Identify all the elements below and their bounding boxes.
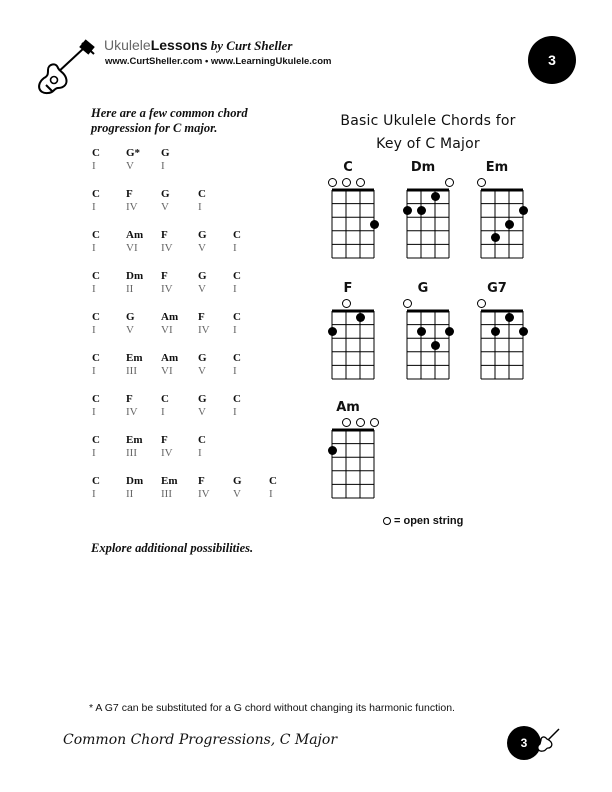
open-string-marker	[342, 299, 351, 308]
progression-chord: G	[198, 393, 207, 405]
progression-chord: Em	[126, 352, 143, 364]
chord-diagram	[393, 281, 453, 391]
progression-numeral: I	[233, 365, 237, 377]
progression-numeral: I	[233, 324, 237, 336]
page-number-badge: 3	[528, 36, 576, 84]
progression-chord: G	[126, 311, 135, 323]
brand-ukulele: Ukulele	[104, 37, 151, 53]
progression-chord: C	[92, 475, 100, 487]
progression-numeral: I	[92, 365, 96, 377]
fretboard-grid	[407, 311, 449, 379]
progression-chord: C	[198, 188, 206, 200]
chord-diagram	[318, 281, 378, 391]
open-string-marker	[477, 178, 486, 187]
progression-chord: Dm	[126, 475, 144, 487]
progression-chord: C	[233, 270, 241, 282]
website-urls: www.CurtSheller.com • www.LearningUkulele.com	[105, 56, 332, 67]
progression-numeral: VI	[161, 324, 173, 336]
progression-numeral: V	[198, 242, 206, 254]
fretboard-grid	[481, 311, 523, 379]
open-string-marker	[370, 418, 379, 427]
footer-ukulele-icon	[536, 726, 562, 752]
progression-chord: G	[198, 352, 207, 364]
finger-dot	[491, 327, 500, 336]
progression-chord: C	[198, 434, 206, 446]
progression-numeral: I	[92, 242, 96, 254]
finger-dot	[505, 313, 514, 322]
progression-numeral: V	[198, 406, 206, 418]
ukulele-logo-icon	[34, 38, 98, 96]
open-string-marker	[403, 299, 412, 308]
progression-numeral: I	[161, 160, 165, 172]
progression-chord: Am	[126, 229, 144, 241]
progression-numeral: IV	[126, 406, 138, 418]
progression-numeral: V	[233, 488, 241, 500]
progression-chord: C	[233, 393, 241, 405]
finger-dot	[519, 206, 528, 215]
open-string-marker	[342, 178, 351, 187]
progression-numeral: IV	[126, 201, 138, 213]
progression-chord: F	[198, 311, 205, 323]
fretboard-grid	[407, 190, 449, 258]
progression-chord: Am	[161, 352, 179, 364]
progression-numeral: IV	[161, 283, 173, 295]
progression-numeral: VI	[126, 242, 138, 254]
finger-dot	[328, 327, 337, 336]
open-string-marker	[445, 178, 454, 187]
legend-label: = open string	[394, 515, 464, 527]
progression-chord: F	[161, 270, 168, 282]
progression-numeral: V	[126, 324, 134, 336]
finger-dot	[491, 233, 500, 242]
progression-numeral: I	[269, 488, 273, 500]
progression-numeral: I	[92, 406, 96, 418]
brand-author: by Curt Sheller	[207, 38, 293, 53]
progression-numeral: V	[161, 201, 169, 213]
progression-numeral: III	[126, 365, 137, 377]
finger-dot	[370, 220, 379, 229]
footnote: * A G7 can be substituted for a G chord without changing its harmonic function.	[89, 702, 455, 714]
progression-numeral: V	[198, 283, 206, 295]
chord-diagram	[467, 281, 527, 391]
finger-dot	[403, 206, 412, 215]
open-circle-icon	[383, 517, 391, 525]
finger-dot	[519, 327, 528, 336]
open-strings	[481, 299, 523, 309]
progression-numeral: I	[92, 201, 96, 213]
progression-chord: C	[92, 229, 100, 241]
progression-numeral: I	[161, 406, 165, 418]
progression-chord: F	[161, 229, 168, 241]
progression-numeral: IV	[198, 324, 210, 336]
chord-chart-title-line2: Key of C Major	[376, 136, 480, 152]
progression-numeral: I	[92, 324, 96, 336]
progression-numeral: I	[233, 283, 237, 295]
finger-dot	[417, 327, 426, 336]
finger-dot	[356, 313, 365, 322]
open-string-marker	[342, 418, 351, 427]
progression-chord: C	[92, 188, 100, 200]
open-strings	[407, 299, 449, 309]
open-strings	[332, 178, 374, 188]
progression-numeral: I	[92, 283, 96, 295]
progression-chord: C	[233, 311, 241, 323]
chord-diagram	[393, 160, 453, 270]
open-string-marker	[477, 299, 486, 308]
progression-chord: F	[161, 434, 168, 446]
chord-diagram	[467, 160, 527, 270]
finger-dot	[431, 192, 440, 201]
progression-numeral: I	[233, 406, 237, 418]
progression-chord: G	[198, 270, 207, 282]
intro-text: Here are a few common chord progression for C major.	[91, 106, 248, 135]
chord-name: Em	[485, 160, 509, 175]
progression-chord: G	[198, 229, 207, 241]
open-strings	[332, 418, 374, 428]
open-string-marker	[356, 418, 365, 427]
progression-numeral: I	[233, 242, 237, 254]
progression-chord: G	[233, 475, 242, 487]
fretboard-grid	[332, 190, 374, 258]
progression-numeral: VI	[161, 365, 173, 377]
progression-chord: C	[92, 434, 100, 446]
chord-name: C	[343, 160, 353, 175]
finger-dot	[445, 327, 454, 336]
fretboard-grid	[332, 311, 374, 379]
progression-numeral: IV	[198, 488, 210, 500]
progression-chord: Em	[126, 434, 143, 446]
open-strings	[481, 178, 523, 188]
progression-chord: C	[233, 229, 241, 241]
progression-numeral: I	[92, 488, 96, 500]
progression-chord: C	[233, 352, 241, 364]
progression-numeral: V	[198, 365, 206, 377]
progression-numeral: I	[198, 447, 202, 459]
chord-name: F	[343, 281, 353, 296]
chord-name: G7	[487, 281, 507, 296]
progression-numeral: III	[126, 447, 137, 459]
progression-numeral: I	[92, 160, 96, 172]
progression-chord: G	[161, 147, 170, 159]
progression-numeral: IV	[161, 447, 173, 459]
finger-dot	[328, 446, 337, 455]
finger-dot	[505, 220, 514, 229]
progression-chord: G	[161, 188, 170, 200]
open-strings	[332, 299, 374, 309]
progression-numeral: I	[92, 447, 96, 459]
progression-chord: Dm	[126, 270, 144, 282]
chord-chart-title	[318, 110, 538, 156]
progression-chord: C	[92, 311, 100, 323]
chord-chart-title-line1: Basic Ukulele Chords for	[340, 113, 516, 129]
progression-numeral: IV	[161, 242, 173, 254]
progression-chord: Am	[161, 311, 179, 323]
footer-title: Common Chord Progressions, C Major	[63, 732, 338, 748]
progression-chord: C	[92, 270, 100, 282]
fretboard-grid	[481, 190, 523, 258]
progression-chord: G*	[126, 147, 141, 159]
open-string-marker	[356, 178, 365, 187]
progression-chord: C	[92, 393, 100, 405]
progression-chord: Em	[161, 475, 178, 487]
finger-dot	[417, 206, 426, 215]
brand-lessons: Lessons	[150, 37, 208, 53]
progression-chord: C	[92, 352, 100, 364]
progression-numeral: II	[126, 283, 134, 295]
explore-text: Explore additional possibilities.	[91, 541, 254, 555]
progression-chord: F	[126, 393, 133, 405]
chord-diagram	[318, 160, 378, 270]
fretboard-grid	[332, 430, 374, 498]
progression-chord: C	[92, 147, 100, 159]
progression-chord: C	[161, 393, 169, 405]
chord-name: Dm	[410, 160, 436, 175]
progression-numeral: V	[126, 160, 134, 172]
chord-diagram	[318, 400, 378, 510]
open-string-marker	[328, 178, 337, 187]
progression-chord: F	[126, 188, 133, 200]
chord-name: G	[417, 281, 429, 296]
footer-page-number-badge: 3	[507, 726, 541, 760]
finger-dot	[431, 341, 440, 350]
progression-numeral: I	[198, 201, 202, 213]
brand-title	[104, 37, 292, 54]
progression-numeral: III	[161, 488, 172, 500]
progression-numeral: II	[126, 488, 134, 500]
open-strings	[407, 178, 449, 188]
progression-chord: C	[269, 475, 277, 487]
progression-chord: F	[198, 475, 205, 487]
chord-name: Am	[336, 400, 360, 415]
open-string-legend	[383, 515, 463, 527]
